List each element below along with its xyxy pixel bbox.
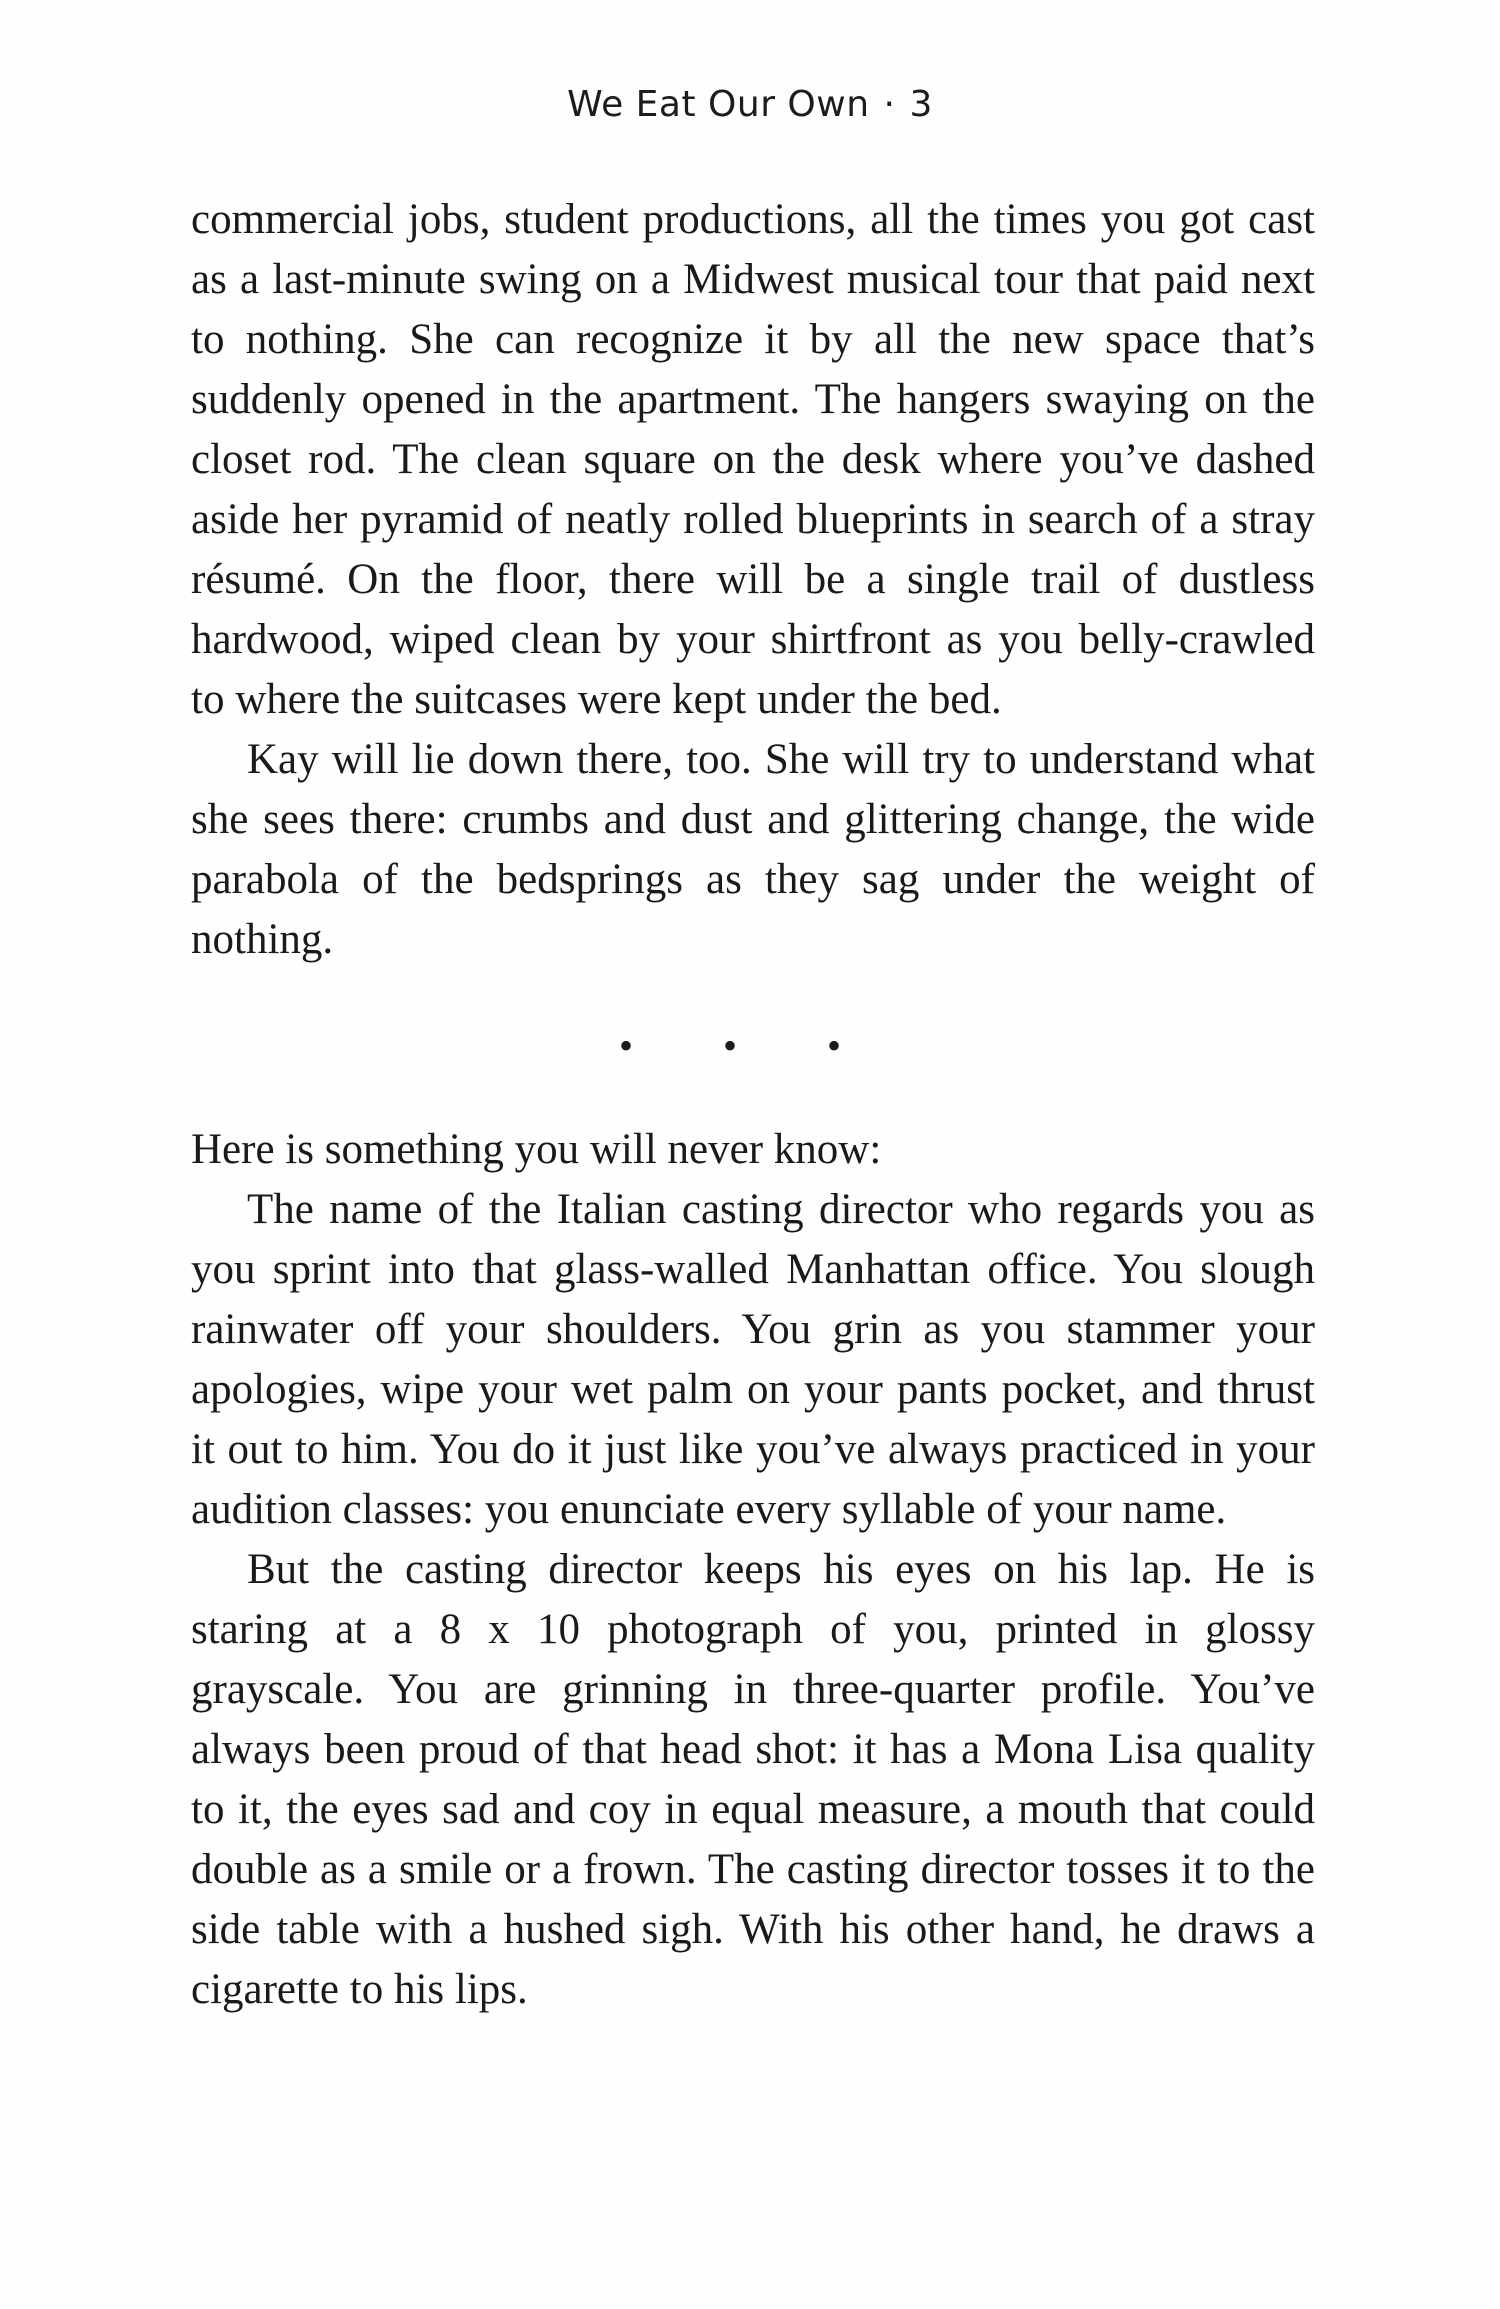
header-separator: · bbox=[883, 84, 896, 125]
paragraph: The name of the Italian casting director who regards you as you sprint into that glass-walled Manhattan office. You slough rainwater off your shoulders. You grin as you stammer your apologies, wipe your wet palm on your pants pocket, and thrust it out to him. You do it just like you’ve always practiced in your audition classes: you enunciate every syllable of your name. bbox=[191, 1186, 1315, 1533]
paragraph: But the casting director keeps his eyes on his lap. He is staring at a 8 x 10 photograph of you, printed in glossy grayscale. You are grinning in three-quarter profile. You’ve always been proud of that head shot: it has a Mona Lisa quality to it, the eyes sad and coy in equal measure, a mouth that could double as a smile or a frown. The casting director tosses it to the side table with a hushed sigh. With his other hand, he draws a cigarette to his lips. bbox=[191, 1546, 1315, 2013]
header-title: We Eat Our Own bbox=[567, 84, 870, 125]
running-header bbox=[0, 84, 1500, 125]
text-block-2 bbox=[191, 1120, 1315, 2020]
text-block-1 bbox=[191, 190, 1315, 970]
section-break: • • • bbox=[618, 1023, 881, 1068]
page-number: 3 bbox=[909, 84, 933, 125]
paragraph: Here is something you will never know: bbox=[191, 1126, 882, 1173]
paragraph: Kay will lie down there, too. She will try to understand what she sees there: crumbs and dust and glittering change, the wide parabola of the bedsprings as they sag under the weight of nothing. bbox=[191, 736, 1315, 963]
paragraph: commercial jobs, student productions, all the times you got cast as a last-minute swing on a Midwest musical tour that paid next to nothing. She can recognize it by all the new space that’s suddenly opened in the apartment. The hangers swaying on the closet rod. The clean square on the desk where you’ve dashed aside her pyramid of neatly rolled blueprints in search of a stray résumé. On the floor, there will be a single trail of dustless hardwood, wiped clean by your shirtfront as you belly-crawled to where the suitcases were kept under the bed. bbox=[191, 196, 1315, 723]
